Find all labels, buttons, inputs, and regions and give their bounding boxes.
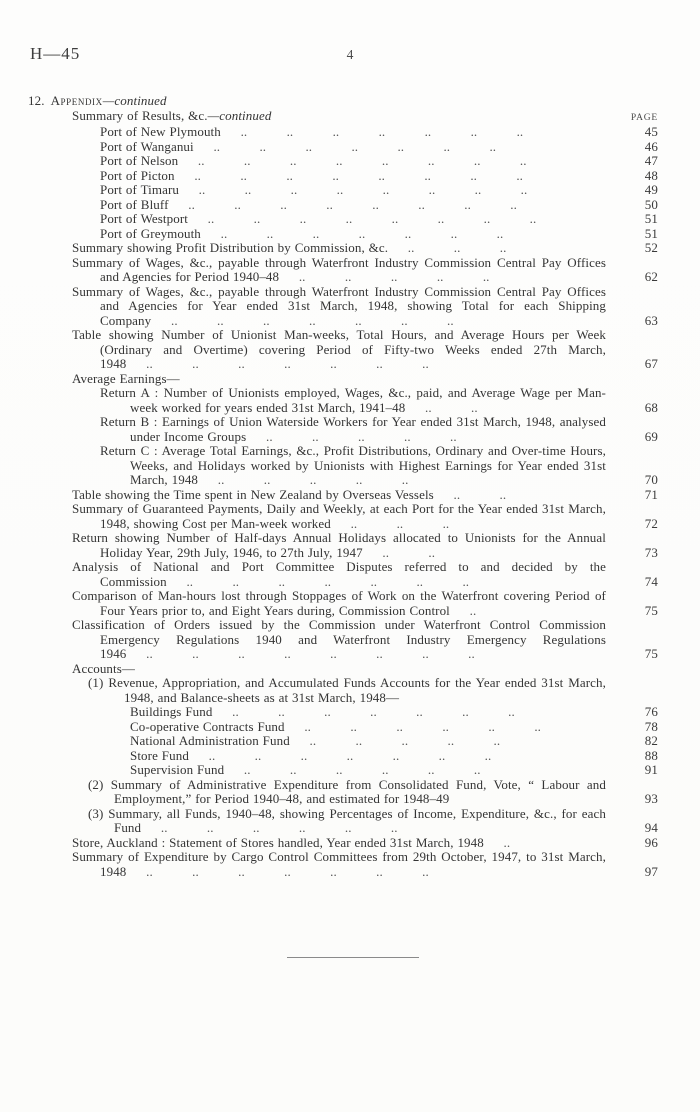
toc-entry-title: Summary showing Profit Distribution by Commission, &c.: [72, 240, 389, 255]
dot-leader: .. .. ..: [330, 515, 450, 531]
dot-leader: .. .. .. .. .. ..: [224, 762, 481, 777]
dot-leader: .. .. .. .. .. .. .. ..: [178, 153, 527, 168]
page-number: 4: [346, 47, 354, 62]
dot-leader: .. .. ..: [388, 240, 507, 255]
toc-entry-page: 93: [644, 791, 658, 806]
toc-entry-title: National Administration Fund: [130, 733, 290, 748]
toc-entry: [130, 720, 658, 735]
toc-entry: [130, 749, 658, 764]
toc-entry-title: (1) Revenue, Appropriation, and Accumulated Funds Accounts for the Year ended 31st March, 1948, and Balance-sheets as at 31st March, 1948—: [88, 675, 606, 705]
toc-entry: [100, 227, 658, 242]
dot-leader: .. .. .. .. .. .. .. ..: [187, 211, 537, 226]
toc-entry-title: Return C : Average Total Earnings, &c., Profit Distributions, Ordinary and Over-time Hours, Weeks, and Holidays worked by Unionists with Highest Earnings for Year ended 31st March, 1948: [100, 443, 606, 487]
page-column-label: PAGE: [630, 112, 658, 123]
toc-entry-title: (2) Summary of Administrative Expenditure from Consolidated Fund, Vote, “ Labour and Employment,” for Period 1940–48, and estimated for 1948–49: [88, 776, 606, 806]
toc-entry-page: 76: [644, 704, 658, 719]
toc-entry-page: 62: [644, 269, 658, 284]
toc-entry: [72, 589, 658, 618]
toc-entry-page: 49: [644, 182, 658, 197]
toc-entry: [88, 807, 658, 836]
section-end-rule: [287, 957, 419, 958]
toc-entry: [100, 386, 658, 415]
table-of-contents: [28, 94, 658, 879]
dot-leader: .. .. .. .. .. .. .. ..: [178, 182, 528, 197]
toc-entry-page: 75: [644, 602, 658, 618]
toc-entry-page: 63: [644, 312, 658, 328]
toc-entry: [100, 125, 658, 140]
toc-entry: [72, 662, 658, 677]
toc-entry-page: 70: [644, 472, 658, 487]
toc-entry-title: Return showing Number of Half-days Annual Holidays allocated to Unionists for the Annual Holiday Year, 29th July, 1946, to 27th July, 1947: [72, 530, 606, 560]
toc-entry-title: Port of Bluff: [100, 196, 169, 212]
subsection-continued-label: —continued: [207, 107, 272, 123]
toc-entry-title: Return A : Number of Unionists employed, Wages, &c., paid, and Average Wage per Man-week worked for years ended 31st March, 1941–48: [100, 385, 606, 415]
dot-leader: .. .. .. .. ..: [246, 428, 457, 444]
toc-entry-page: 51: [644, 211, 658, 226]
toc-entry: [72, 850, 658, 879]
toc-entry-page: 94: [644, 820, 658, 835]
dot-leader: .. .. .. .. .. .. .. ..: [126, 646, 475, 661]
toc-entry: [88, 676, 658, 705]
toc-entry: [72, 836, 658, 851]
dot-leader: .. ..: [433, 486, 507, 502]
toc-entry-title: Analysis of National and Port Committee Disputes referred to and decided by the Commission: [72, 559, 606, 589]
report-code: H—45: [30, 44, 81, 63]
toc-entry-page: 82: [644, 733, 658, 748]
dot-leader: .. .. .. .. .. .. ..: [166, 573, 470, 589]
section-number: 12.: [28, 93, 45, 108]
toc-entry-page: 50: [644, 196, 658, 212]
toc-entry-title: Port of Westport: [100, 211, 188, 226]
dot-leader: .. .. .. .. .. .. ..: [126, 863, 429, 879]
toc-entry: [72, 618, 658, 662]
dot-leader: .. .. .. .. ..: [198, 472, 409, 487]
toc-entry-title: Store, Auckland : Statement of Stores handled, Year ended 31st March, 1948: [72, 834, 484, 850]
toc-entry: [100, 198, 658, 213]
toc-entry-page: 48: [644, 167, 658, 183]
toc-entry: [72, 488, 658, 503]
section-continued-label: —continued: [102, 93, 167, 108]
toc-entry-title: Accounts—: [72, 660, 135, 676]
dot-leader: .. .. .. .. .. .. .. ..: [168, 196, 517, 212]
toc-entry-title: Table showing Number of Unionist Man-weeks, Total Hours, and Average Hours per Week (Ordinary and Overtime) covering Period of Fifty-two Weeks ended 27th March, 1948: [72, 327, 606, 371]
toc-entry: [130, 763, 658, 778]
subsection-heading-row: [72, 109, 658, 126]
dot-leader: .. .. .. .. .. .. .. ..: [174, 167, 524, 183]
toc-entry-title: Comparison of Man-hours lost through Stoppages of Work on the Waterfront covering Period of Four Years prior to, and Eight Years during, Commission Control: [72, 588, 606, 618]
dot-leader: .. .. .. .. .. .. ..: [212, 704, 515, 719]
toc-entry-title: Port of New Plymouth: [100, 124, 221, 139]
toc-entry-page: 75: [644, 646, 658, 661]
toc-entry: [72, 531, 658, 560]
dot-leader: ..: [483, 834, 511, 850]
toc-entry-page: 91: [644, 762, 658, 777]
dot-leader: .. .. .. .. ..: [279, 269, 490, 284]
toc-entry: [72, 256, 658, 285]
toc-entry-title: Return B : Earnings of Union Waterside Workers for Year ended 31st March, 1948, analysed under Income Groups: [100, 414, 606, 444]
dot-leader: .. .. .. .. .. ..: [284, 718, 542, 734]
toc-entry-page: 45: [644, 124, 658, 139]
dot-leader: .. .. .. .. .. .. ..: [200, 225, 504, 241]
toc-entry-page: 97: [644, 863, 658, 879]
toc-entry-page: 67: [644, 356, 658, 371]
toc-entry-page: 52: [644, 240, 658, 255]
toc-entry-page: 71: [644, 486, 658, 502]
toc-entry-title: Port of Wanganui: [100, 138, 194, 154]
toc-entry: [72, 502, 658, 531]
section-heading: [28, 94, 658, 109]
toc-entry-page: 73: [644, 544, 658, 560]
toc-entry: [88, 778, 658, 807]
toc-entry-title: Port of Nelson: [100, 153, 179, 168]
toc-entry-page: 68: [644, 399, 658, 415]
toc-entry-title: Buildings Fund: [130, 704, 213, 719]
toc-entry-page: 46: [644, 138, 658, 154]
toc-entry-title: Co-operative Contracts Fund: [130, 718, 285, 734]
toc-entry-title: Average Earnings—: [72, 370, 180, 386]
toc-entry-page: 69: [644, 428, 658, 444]
toc-entry-page: 74: [644, 573, 658, 589]
toc-entry-title: Port of Picton: [100, 167, 175, 183]
toc-entry-title: Table showing the Time spent in New Zealand by Overseas Vessels: [72, 486, 434, 502]
toc-entry-page: 88: [644, 747, 658, 763]
toc-entry: [100, 169, 658, 184]
toc-entry: [100, 212, 658, 227]
toc-entry: [100, 140, 658, 155]
toc-list: [28, 125, 658, 879]
dot-leader: .. .. .. .. .. .. ..: [151, 312, 454, 328]
dot-leader: .. .. .. .. .. .. ..: [193, 138, 497, 154]
dot-leader: ..: [449, 602, 477, 618]
toc-entry: [130, 734, 658, 749]
dot-leader: .. ..: [362, 544, 436, 560]
dot-leader: .. .. .. .. .. ..: [141, 820, 398, 835]
toc-entry-title: Store Fund: [130, 747, 189, 763]
dot-leader: .. ..: [405, 399, 478, 415]
toc-entry: [72, 285, 658, 329]
dot-leader: .. .. .. .. ..: [289, 733, 501, 748]
toc-entry: [72, 560, 658, 589]
toc-entry-title: Port of Timaru: [100, 182, 179, 197]
section-title: Appendix: [50, 93, 103, 108]
dot-leader: .. .. .. .. .. .. ..: [188, 747, 492, 763]
toc-entry: [130, 705, 658, 720]
toc-entry: [100, 154, 658, 169]
toc-entry: [72, 241, 658, 256]
subsection-title: Summary of Results, &c.: [72, 107, 208, 123]
toc-entry-title: Summary of Wages, &c., payable through Waterfront Industry Commission Central Pay Offices and Agencies for Year ended 31st March, 1948, showing Total for each Shipping Company: [72, 283, 606, 328]
toc-entry: [72, 372, 658, 387]
toc-entry-title: (3) Summary, all Funds, 1940–48, showing Percentages of Income, Expenditure, &c., for each Fund: [88, 805, 606, 835]
toc-entry: [100, 444, 658, 488]
toc-entry-page: 47: [644, 153, 658, 168]
toc-entry-page: 72: [644, 515, 658, 531]
toc-entry-page: 96: [644, 834, 658, 850]
toc-entry: [100, 415, 658, 444]
toc-entry-title: Port of Greymouth: [100, 225, 201, 241]
toc-entry-title: Summary of Wages, &c., payable through Waterfront Industry Commission Central Pay Offices and Agencies for Period 1940–48: [72, 254, 606, 284]
toc-entry: [72, 328, 658, 372]
dot-leader: .. .. .. .. .. .. ..: [220, 124, 524, 139]
toc-entry-page: 51: [644, 225, 658, 241]
toc-entry-title: Supervision Fund: [130, 762, 225, 777]
toc-entry-title: Summary of Expenditure by Cargo Control Committees from 29th October, 1947, to 31st March, 1948: [72, 849, 606, 879]
toc-entry-page: 78: [644, 718, 658, 734]
dot-leader: .. .. .. .. .. .. ..: [126, 356, 429, 371]
page-header: [0, 0, 700, 68]
toc-entry: [100, 183, 658, 198]
toc-entry-title: Classification of Orders issued by the Commission under Waterfront Control Commission Emergency Regulations 1940 and Waterfront Industry Emergency Regulations 1946: [72, 617, 606, 661]
toc-entry-title: Summary of Guaranteed Payments, Daily and Weekly, at each Port for the Year ended 31st March, 1948, showing Cost per Man-week worked: [72, 501, 606, 531]
